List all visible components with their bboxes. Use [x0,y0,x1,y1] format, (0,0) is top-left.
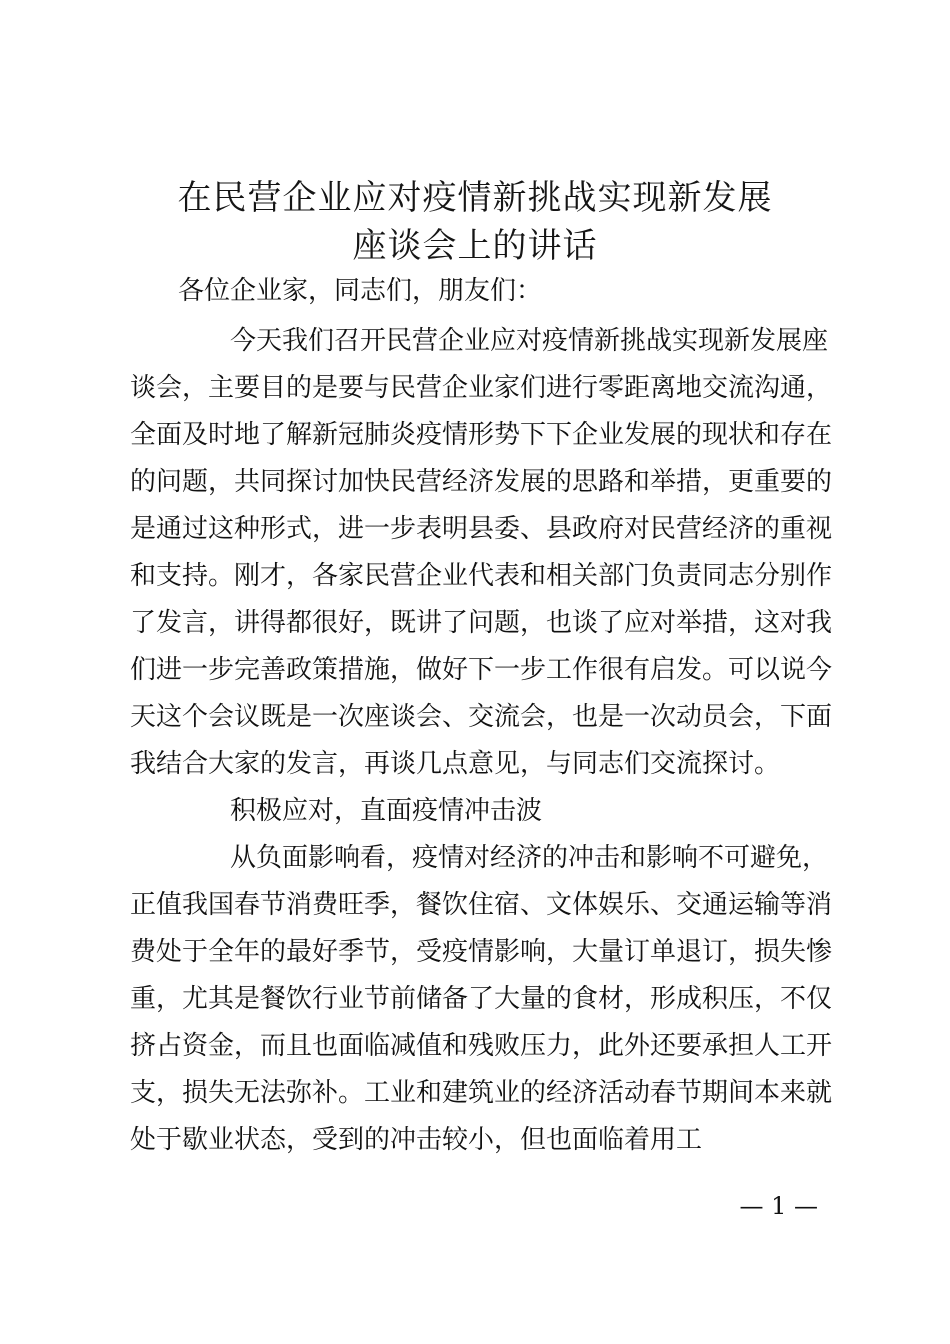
paragraph-2-line-2: 正值我国春节消费旺季，餐饮住宿、文体娱乐、交通运输等消 [130,890,833,920]
paragraph-2-line-4: 重，尤其是餐饮行业节前储备了大量的食材，形成积压，不仅 [130,984,833,1014]
paragraph-1-line-6: 和支持。刚才，各家民营企业代表和相关部门负责同志分别作 [130,561,833,591]
paragraph-2-line-3: 费处于全年的最好季节，受疫情影响，大量订单退订，损失惨 [130,937,833,967]
section-heading: 积极应对，直面疫情冲击波 [230,796,543,826]
salutation: 各位企业家，同志们，朋友们： [178,276,543,306]
document-title-line-1: 在民营企业应对疫情新挑战实现新发展 [177,178,773,218]
paragraph-1-line-9: 天这个会议既是一次座谈会、交流会，也是一次动员会，下面 [130,702,833,732]
paragraph-1-line-7: 了发言，讲得都很好，既讲了问题，也谈了应对举措，这对我 [130,608,833,638]
paragraph-1-line-5: 是通过这种形式，进一步表明县委、县政府对民营经济的重视 [130,514,833,544]
paragraph-1-line-4: 的问题，共同探讨加快民营经济发展的思路和举措，更重要的 [130,467,833,497]
page-number: — 1 — [739,1192,818,1220]
paragraph-1-line-3: 全面及时地了解新冠肺炎疫情形势下下企业发展的现状和存在 [130,420,833,450]
paragraph-1-line-8: 们进一步完善政策措施，做好下一步工作很有启发。可以说今 [130,655,833,685]
paragraph-2-line-1: 从负面影响看，疫情对经济的冲击和影响不可避免， [230,843,829,873]
paragraph-2-line-5: 挤占资金，而且也面临减值和残败压力，此外还要承担人工开 [130,1031,833,1061]
paragraph-1-line-1: 今天我们召开民营企业应对疫情新挑战实现新发展座 [230,326,829,356]
paragraph-1-line-10: 我结合大家的发言，再谈几点意见，与同志们交流探讨。 [130,749,781,779]
paragraph-2-line-6: 支，损失无法弥补。工业和建筑业的经济活动春节期间本来就 [130,1078,833,1108]
paragraph-1-line-2: 谈会，主要目的是要与民营企业家们进行零距离地交流沟通， [130,373,833,403]
document-title-line-2: 座谈会上的讲话 [352,226,598,266]
paragraph-2-line-7: 处于歇业状态，受到的冲击较小，但也面临着用工 [130,1125,703,1155]
